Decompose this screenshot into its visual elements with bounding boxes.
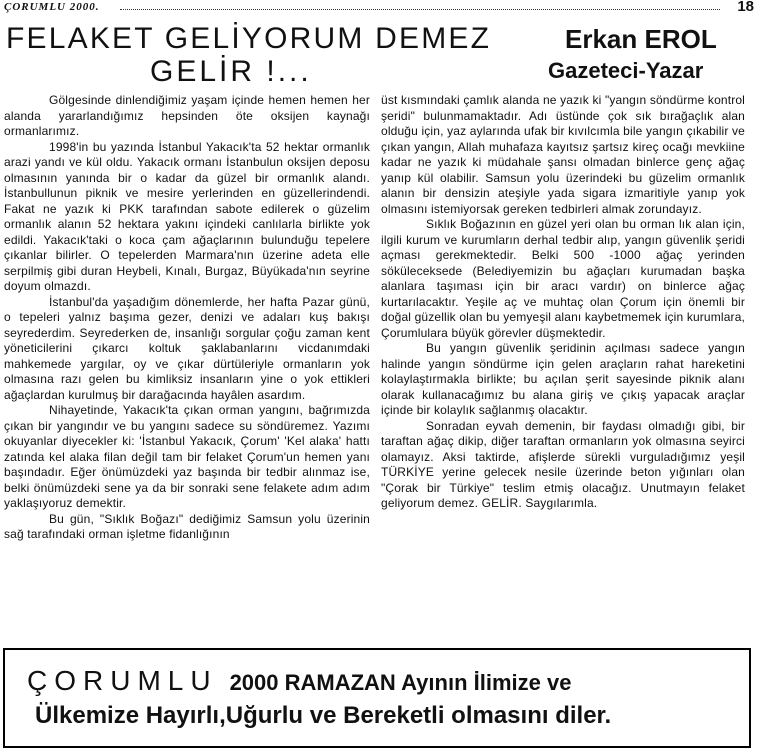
article-title-line2: GELİR !...	[150, 55, 312, 88]
dotted-leader	[120, 9, 720, 10]
article-title-line1: FELAKET GELİYORUM DEMEZ	[6, 22, 492, 55]
banner-line1	[27, 665, 571, 697]
banner-line1-text: 2000 RAMAZAN Ayının İlimize ve	[229, 670, 572, 695]
running-header	[4, 0, 756, 16]
ramadan-greeting-banner	[3, 648, 751, 748]
paragraph: 1998'in bu yazında İstanbul Yakacık'ta 52 hektar ormanlık arazi yandı ve kül oldu. Yakacık ormanı İstanbulun oksijen deposu olmasının yanında bir o kadar da güzel bir ormanlık alandı. İstanbullunun piknik ve mesire yerlerinden en güzellerindendi. Fakat ne yazık ki PKK tarafından sabote edilerek o güzelim ormanlık alanın 52 hektara yakını içindeki canlılarla birlikte yok edildi. Yakacık'taki o koca çam ağaçlarının bulunduğu tepelere çıkanlar bilirler. O tepelerden Marmara'nın üzerine adeta elle serpilmiş gibi duran Heybeli, Kınalı, Burgaz, Büyükada'nın seyrine doyum olmazdı.	[4, 139, 370, 293]
paragraph: üst kısmındaki çamlık alanda ne yazık ki "yangın söndürme kontrol şeridi" bulunmamaktadır. Adı üstünde çok sık bırağaçlık alan olduğu için, yaz aylarında ufak bir kıvılcımla bile yangın çıkabilir ve çıkan yangın, Allah muhafaza kayıtsız şartsız kireç ocağı mevkiine kadar ne yazık ki müdahale şansı olmadan binlerce genç ağaç yanıp kül olabilir. Samsun yolu üzerindeki bu güzelim ormanlık alanın bir densizin ateşiyle yada sigara izmaritiyle yanıp yok olmasını istemiyorsak gereken tedbirleri almak zorundayız.	[381, 93, 745, 216]
article-column-left	[4, 93, 370, 543]
paragraph: Sıklık Boğazının en güzel yeri olan bu orman lık alan için, ilgili kurum ve kurumların derhal tedbir alıp, yangın güvenlik şeridi açması gerekmektedir. Belki 500 -1000 ağaç yerinden söküleceksede (Belediyemizin bu ağaçları kurumadan başka alanlara taşıması için bir aracı vardır) on binlerce ağaç kurtarılacaktır. Yeşile aç ve muhtaç olan Çorum için önemli bir doğal güzellik olan bu yemyeşil alanı kaybetmemek için kurumlara, Çorumlulara büyük görevler düşmektedir.	[381, 217, 745, 340]
magazine-name: ÇORUMLU 2000.	[4, 1, 100, 13]
paragraph: Bu gün, "Sıklık Boğazı" dediğimiz Samsun yolu üzerinin sağ tarafındaki orman işletme fidanlığının	[4, 511, 370, 541]
paragraph: Gölgesinde dinlendiğimiz yaşam içinde hemen hemen her alanda yararlandığımız hepsinden öte oksijen kaynağı ormanlarımız.	[4, 93, 370, 138]
banner-brand: ÇORUMLU	[27, 665, 218, 696]
article-column-right	[381, 93, 745, 512]
paragraph: Bu yangın güvenlik şeridinin açılması sadece yangın halinde yangın söndürme için gelen araçların rahat hareketini kolaylaştırmakla birlikte; bu açılan şerit sayesinde piknik alanı olarak kullanacağımız bu alana giriş ve çıkış yapacak araçlar içinde bir kolaylık sağlanmış olacaktır.	[381, 341, 745, 417]
paragraph: Nihayetinde, Yakacık'ta çıkan orman yangını, bağrımızda çıkan bir yangındır ve bu yangını sadece su söndüremez. Yazımı okuyanlar diyecekler ki: 'İstanbul Yakacık, Çorum' 'Kel alaka' hattı zatında kel alaka filan değil tam bir felaket Çorum'un hemen yanı başındadır. Eğer önümüzdeki yaz başında bir tedbir alınmaz ise, belki önümüzdeki sene ya da bir sonraki sene felakete adım adım yaklaşıyoruz demektir.	[4, 403, 370, 510]
paragraph: İstanbul'da yaşadığım dönemlerde, her hafta Pazar günü, o tepeleri yalnız başıma gezer, denizi ve adaları kuş bakışı seyrederdim. Seyrederken de, insanlığı sorgular çoğu zaman kent yöneticilerini çıkarcı koltuk şaklabanlarını vicdanımdaki mahkemede yargılar, oy ve çıkar dürtüleriyle ormanların yok olmasına razı gelen bu kimliksiz insanların yine o yok ettikleri ağaçlardan kurulmuş bir darağacında hayâlen asardım.	[4, 294, 370, 402]
page-number: 18	[737, 0, 754, 15]
author-name: Erkan EROL	[565, 24, 717, 54]
author-role: Gazeteci-Yazar	[548, 58, 704, 83]
paragraph: Sonradan eyvah demenin, bir faydası olmadığı gibi, bir taraftan ağaç dikip, diğer taraftan ormanların yok olmasına seyirci olamayız. Aksi taktirde, afişlerde sürekli vurguladığımız yeşil TÜRKİYE yerine gelecek nesile üzerinde beton yığınları olan "Çorak bir Türkiye" teslim etmiş olacağız. Unutmayın felaket geliyorum demez. GELİR. Saygılarımla.	[381, 418, 745, 510]
banner-line2: Ülkemize Hayırlı,Uğurlu ve Bereketli olmasını diler.	[35, 702, 612, 729]
